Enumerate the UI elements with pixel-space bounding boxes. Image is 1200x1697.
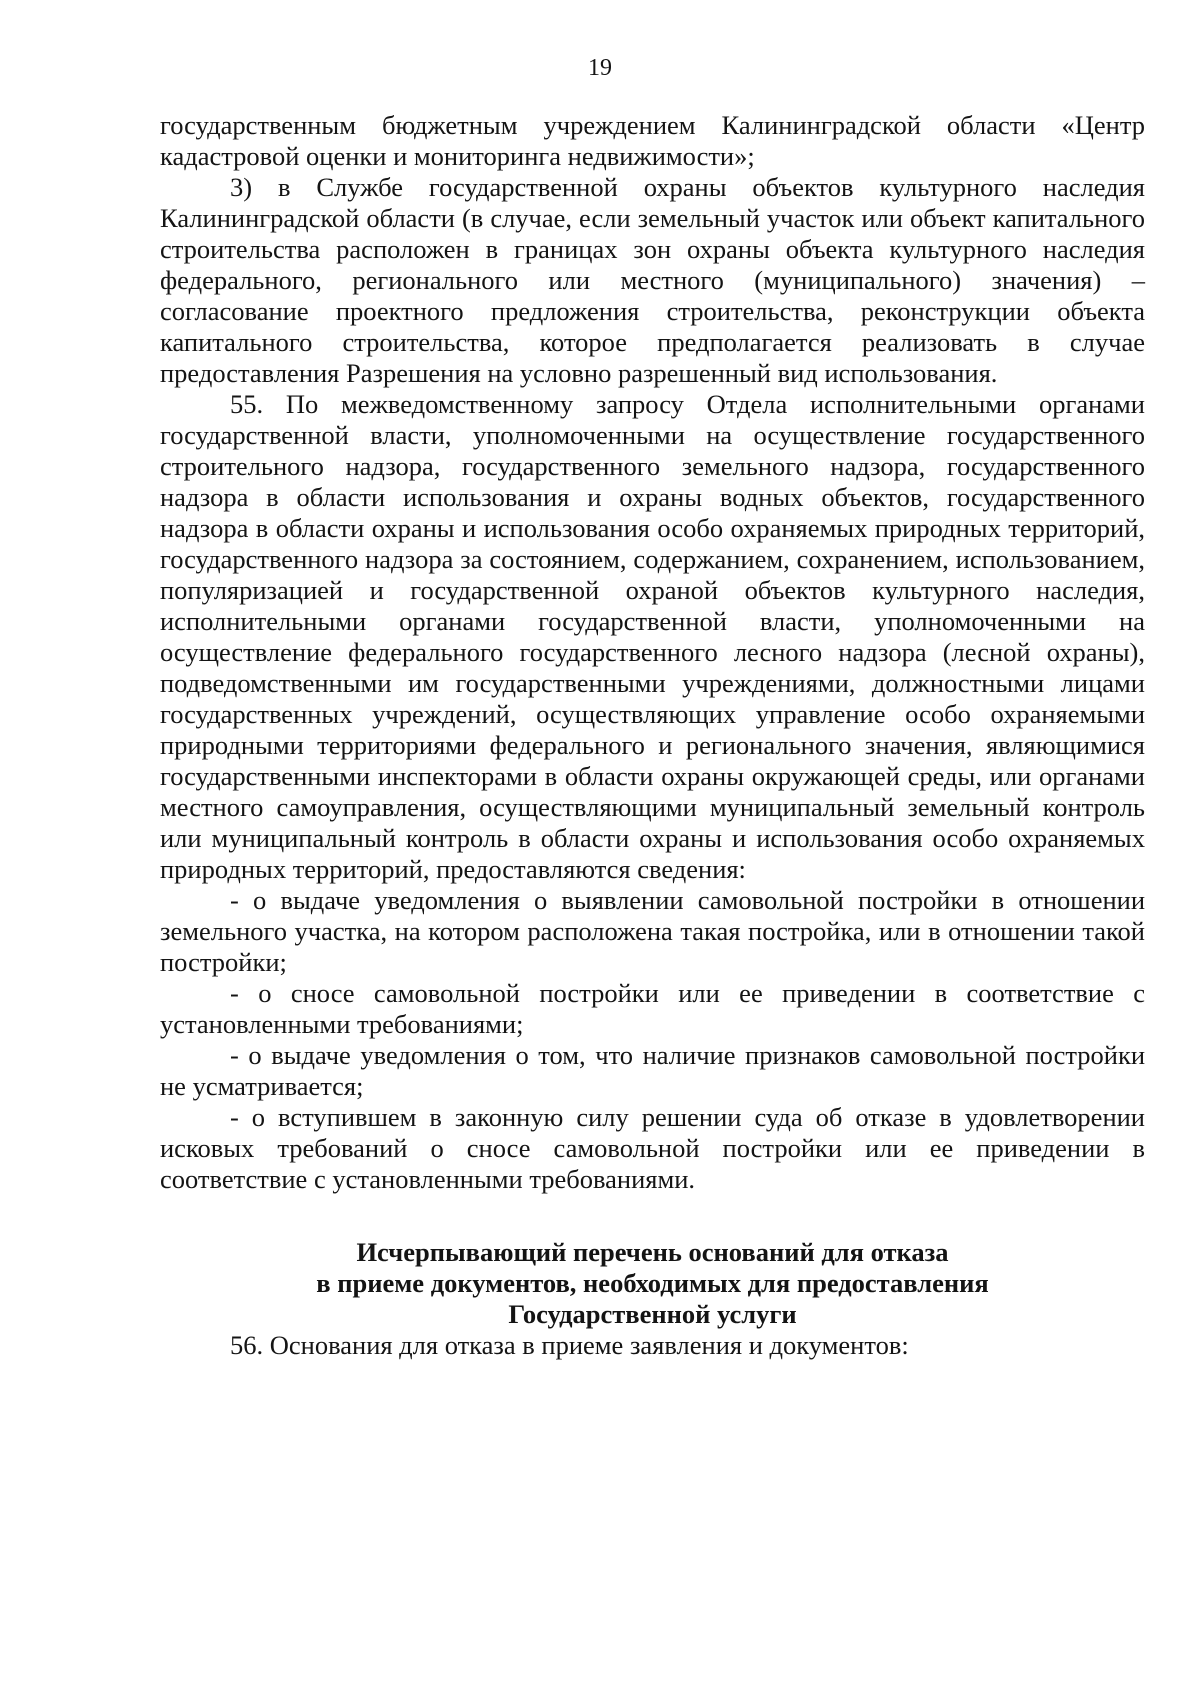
paragraph-56: 56. Основания для отказа в приеме заявления и документов:: [230, 1330, 909, 1360]
list-item-no-signs: - о выдаче уведомления о том, что наличие признаков самовольной постройки не усматривается;: [160, 1040, 1145, 1101]
paragraph-item-3: 3) в Службе государственной охраны объектов культурного наследия Калининградской области (в случае, если земельный участок или объект капитального строительства расположен в границах зон охраны объекта культурного наследия федерального, регионального или местного (муниципального) значения) – согласование проектного предложения строительства, реконструкции объекта капитального строительства, которое предполагается реализовать в случае предоставления Разрешения на условно разрешенный вид использования.: [160, 172, 1145, 388]
section-heading-line-3: Государственной услуги: [508, 1299, 797, 1329]
paragraph-55: 55. По межведомственному запросу Отдела исполнительными органами государственной власти, уполномоченными на осуществление государственного строительного надзора, государственного земельного надзора, государственного надзора в области использования и охраны водных объектов, государственного надзора в области охраны и использования особо охраняемых природных территорий, государственного надзора за состоянием, содержанием, сохранением, использованием, популяризацией и государственной охраной объектов культурного наследия, исполнительными органами государственной власти, уполномоченными на осуществление федерального государственного лесного надзора (лесной охраны), подведомственными им государственными учреждениями, должностными лицами государственных учреждений, осуществляющих управление особо охраняемыми природными территориями федерального и регионального значения, являющимися государственными инспекторами в области охраны окружающей среды, или органами местного самоуправления, осуществляющими муниципальный земельный контроль или муниципальный контроль в области охраны и использования особо охраняемых природных территорий, предоставляются сведения:: [160, 389, 1145, 884]
section-heading: [160, 1237, 1145, 1330]
document-body: [160, 110, 1145, 1361]
page-number: 19: [588, 55, 612, 81]
list-item-notice-detection: - о выдаче уведомления о выявлении самовольной постройки в отношении земельного участка, на котором расположена такая постройка, или в отношении такой постройки;: [160, 885, 1145, 977]
list-item-demolition: - о сносе самовольной постройки или ее приведении в соответствие с установленными требованиями;: [160, 978, 1145, 1039]
list-item-court-decision: - о вступившем в законную силу решении суда об отказе в удовлетворении исковых требований о сносе самовольной постройки или ее приведении в соответствие с установленными требованиями.: [160, 1102, 1145, 1194]
section-heading-line-1: Исчерпывающий перечень оснований для отказа: [356, 1237, 949, 1267]
paragraph-continuation: государственным бюджетным учреждением Калининградской области «Центр кадастровой оценки и мониторинга недвижимости»;: [160, 110, 1145, 171]
section-heading-line-2: в приеме документов, необходимых для предоставления: [316, 1268, 989, 1298]
